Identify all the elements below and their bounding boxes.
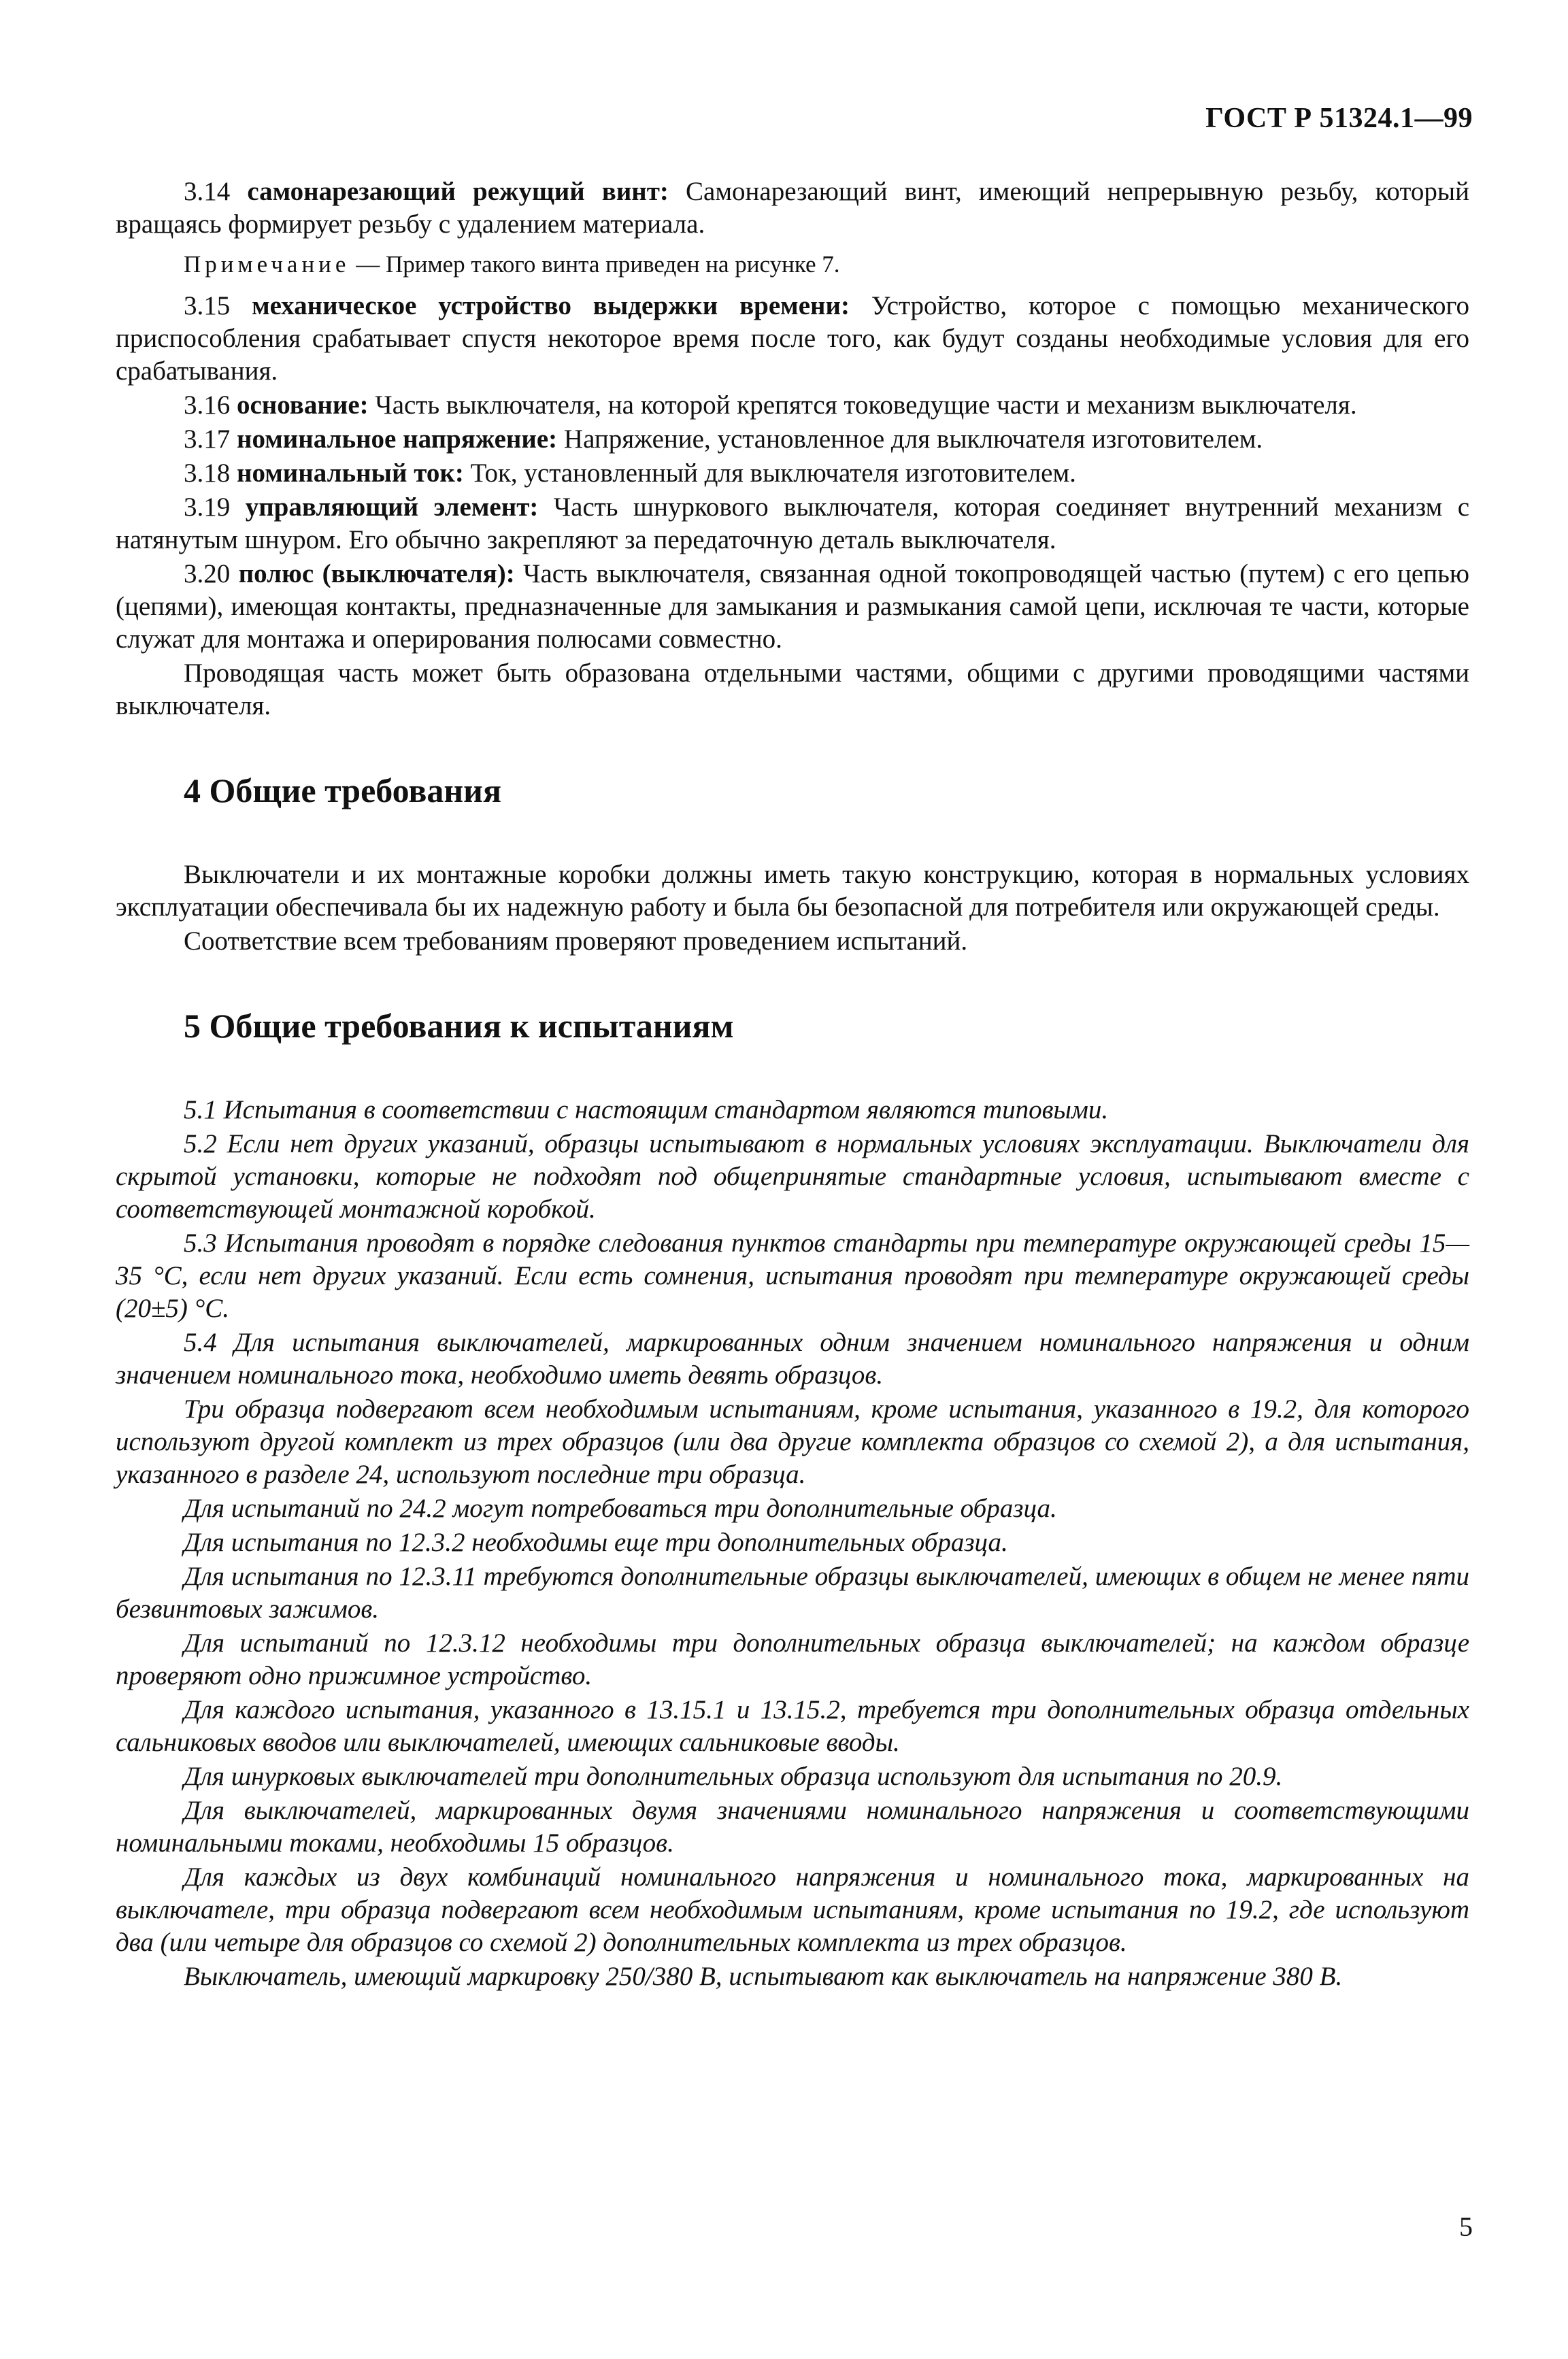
term: самонарезающий режущий винт: — [247, 177, 669, 206]
definition-text: Напряжение, установленное для выключателя изготовителем. — [563, 424, 1263, 454]
definition-text: Ток, установленный для выключателя изготовителем. — [470, 458, 1076, 488]
section-5-paragraph: Для выключателей, маркированных двумя значениями номинального напряжения и соответствующими номинальными токами, необходимы 15 образцов. — [116, 1796, 1469, 1858]
section-5-paragraph: 5.4 Для испытания выключателей, маркированных одним значением номинального напряжения и одним значением номинального тока, необходимо иметь девять образцов. — [116, 1328, 1469, 1390]
section-4-paragraph: Соответствие всем требованиям проверяют проведением испытаний. — [184, 926, 968, 956]
definition-text: Часть выключателя, связанная одной токопроводящей частью (путем) с его цепью (цепями), имеющая контакты, предназначенные для замыкания и размыкания самой цепи, исключая те части, которые служат для монтажа и оперирования полюсами совместно. — [116, 559, 1469, 654]
clause-number: 3.15 — [184, 291, 231, 320]
section-5-paragraph: Для испытания по 12.3.11 требуются дополнительные образцы выключателей, имеющих в общем не менее пяти безвинтовых зажимов. — [116, 1562, 1469, 1624]
pole-note: Проводящая часть может быть образована отдельными частями, общими с другими проводящими частями выключателя. — [116, 658, 1469, 720]
definition-text: Самонарезающий винт, имеющий непрерывную резьбу, который вращаясь формирует резьбу с удалением материала. — [116, 177, 1470, 239]
section-5-heading: 5 Общие требования к испытаниям — [184, 1007, 734, 1045]
section-5-paragraph: Три образца подвергают всем необходимым испытаниям, кроме испытания, указанного в 19.2, для которого используют другой комплект из трех образцов (или два другие комплекта образцов со схемой 2), а для испытания, указанного в разделе 24, используют последние три образца. — [116, 1394, 1469, 1489]
clause-number: 3.14 — [184, 177, 231, 206]
section-5-paragraph: Для каждых из двух комбинаций номинального напряжения и номинального тока, маркированных на выключателе, три образца подвергают всем необходимым испытаниям, кроме испытания по 19.2, где используют два (или четыре для образцов со схемой 2) дополнительных комплекта из трех образцов. — [116, 1862, 1469, 1957]
definition-3-16 — [116, 389, 1469, 422]
term: полюс (выключателя): — [238, 559, 515, 588]
term: механическое устройство выдержки времени: — [252, 291, 850, 320]
section-5-paragraph: 5.3 Испытания проводят в порядке следования пунктов стандарты при температуре окружающей среды 15—35 °С, если нет других указаний. Если есть сомнения, испытания проводят при температуре окружающей среды (20±5) °С. — [116, 1228, 1469, 1323]
section-5-paragraph: 5.2 Если нет других указаний, образцы испытывают в нормальных условиях эксплуатации. Выключатели для скрытой установки, которые не подходят под общепринятые стандартные условия, испытывают вместе с соответствующей монтажной коробкой. — [116, 1129, 1469, 1224]
definition-text: Часть шнуркового выключателя, которая соединяет внутренний механизм с натянутым шнуром. Его обычно закрепляют за передаточную деталь выключателя. — [116, 492, 1470, 554]
document-body — [116, 175, 1469, 1994]
definition-text: Часть выключателя, на которой крепятся токоведущие части и механизм выключателя. — [375, 390, 1357, 420]
clause-number: 3.20 — [184, 559, 231, 588]
definition-3-18 — [116, 457, 1469, 490]
definition-3-17 — [116, 423, 1469, 456]
section-5-paragraph: Для шнурковых выключателей три дополнительных образца используют для испытания по 20.9. — [184, 1762, 1283, 1791]
section-5-body — [116, 1094, 1469, 1993]
note — [116, 249, 1469, 280]
clause-number: 3.17 — [184, 424, 231, 454]
document-header: ГОСТ Р 51324.1—99 — [1205, 103, 1473, 134]
definition-3-19 — [116, 491, 1469, 556]
note-text: — Пример такого винта приведен на рисунке 7. — [356, 251, 840, 278]
note-label: Примечание — [184, 251, 350, 278]
section-5-paragraph: Выключатель, имеющий маркировку 250/380 В, испытывают как выключатель на напряжение 380 В. — [184, 1962, 1343, 1991]
term: номинальный ток: — [237, 458, 464, 488]
term: номинальное напряжение: — [237, 424, 558, 454]
definition-3-20 — [116, 558, 1469, 656]
section-5-paragraph: Для испытаний по 12.3.12 необходимы три дополнительных образца выключателей; на каждом образце проверяют одно прижимное устройство. — [116, 1628, 1469, 1690]
section-5-paragraph: Для испытания по 12.3.2 необходимы еще три дополнительных образца. — [184, 1528, 1008, 1557]
section-4-heading: 4 Общие требования — [184, 771, 502, 809]
definition-3-14 — [116, 175, 1469, 241]
definition-3-15 — [116, 290, 1469, 388]
section-5-paragraph: Для каждого испытания, указанного в 13.15.1 и 13.15.2, требуется три дополнительных образца отдельных сальниковых вводов или выключателей, имеющих сальниковые вводы. — [116, 1695, 1469, 1757]
clause-number: 3.19 — [184, 492, 231, 522]
term: основание: — [237, 390, 369, 420]
definition-text: Устройство, которое с помощью механического приспособления срабатывает спустя некоторое время после того, как будут созданы необходимые условия для его срабатывания. — [116, 291, 1470, 386]
page-number: 5 — [1459, 2211, 1473, 2242]
section-5-paragraph: Для испытаний по 24.2 могут потребоваться три дополнительные образца. — [184, 1494, 1057, 1523]
section-4-paragraph: Выключатели и их монтажные коробки должны иметь такую конструкцию, которая в нормальных условиях эксплуатации обеспечивала бы их надежную работу и была бы безопасной для потребителя или окружающей среды. — [116, 860, 1469, 922]
section-5-paragraph: 5.1 Испытания в соответствии с настоящим стандартом являются типовыми. — [184, 1095, 1109, 1124]
clause-number: 3.16 — [184, 390, 231, 420]
clause-number: 3.18 — [184, 458, 231, 488]
term: управляющий элемент: — [245, 492, 539, 522]
